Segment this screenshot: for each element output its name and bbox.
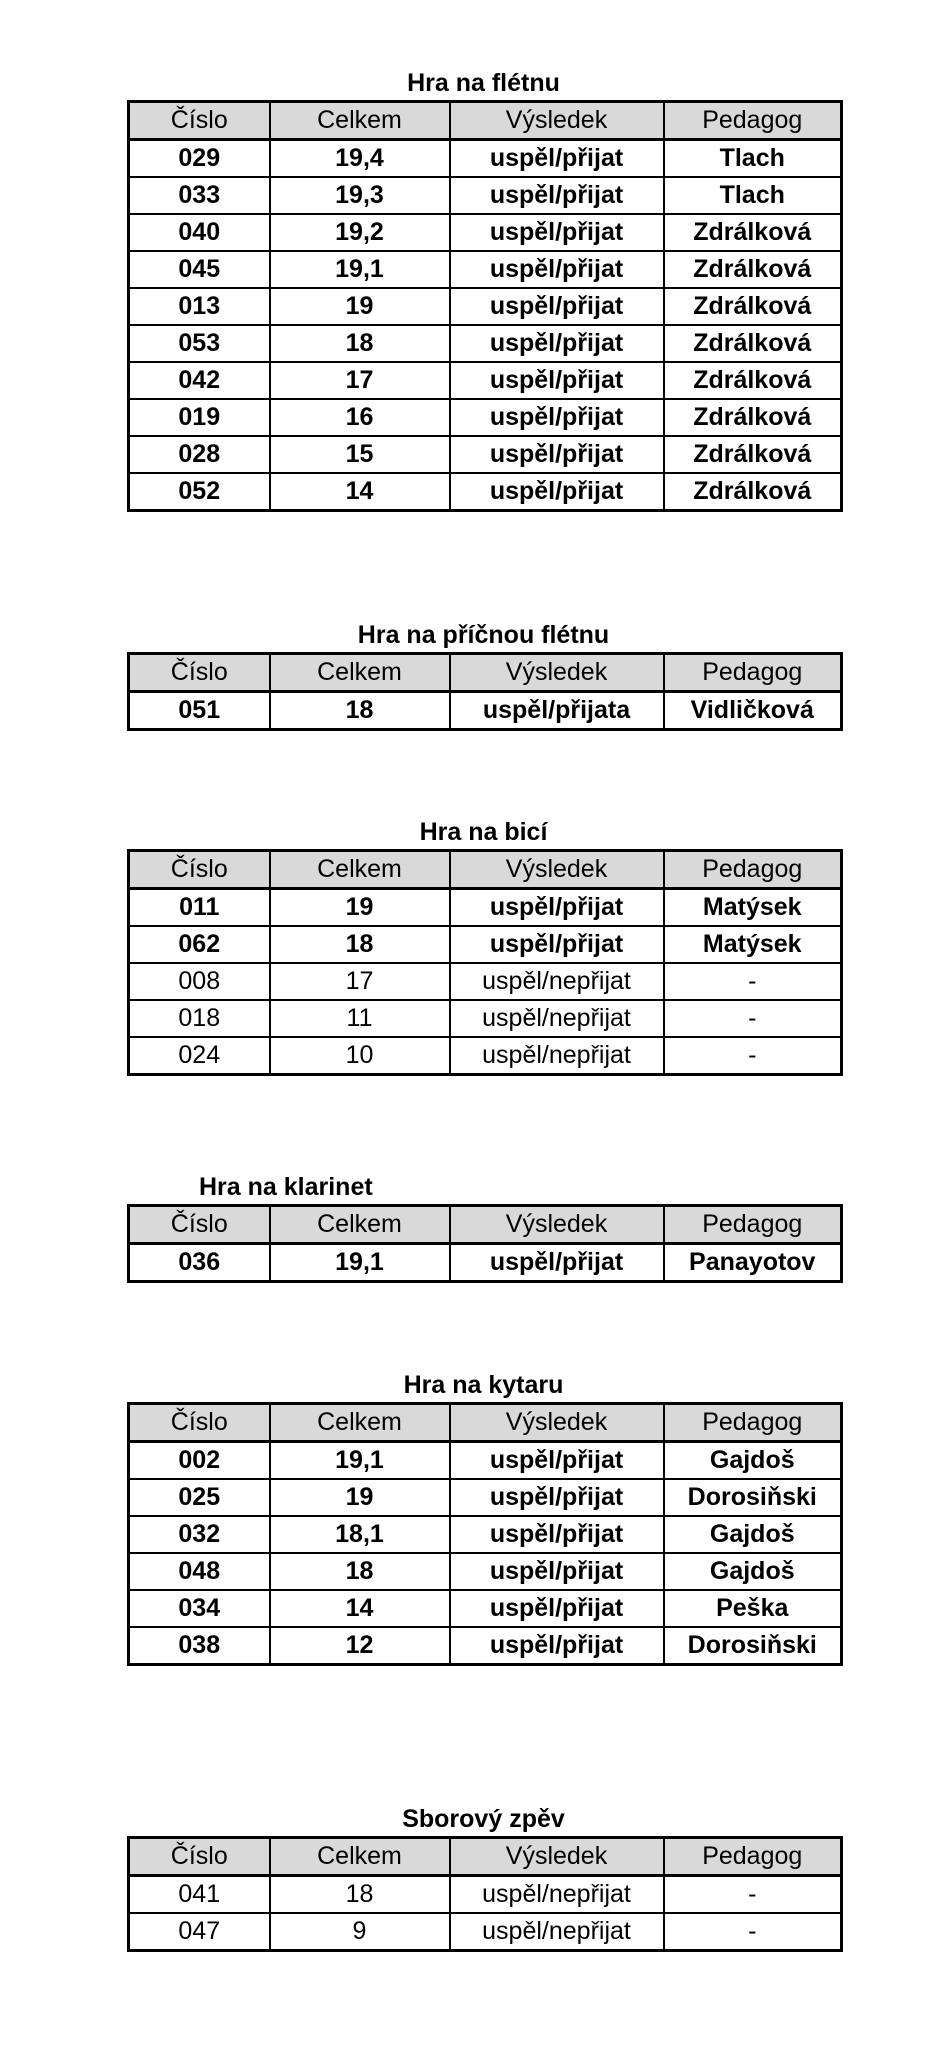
table-row xyxy=(129,889,842,927)
cell-vysledek: uspěl/přijat xyxy=(450,362,664,399)
cell-vysledek: uspěl/přijat xyxy=(450,889,664,927)
column-header-cislo: Číslo xyxy=(129,1404,270,1442)
results-table xyxy=(127,100,843,512)
cell-cislo: 011 xyxy=(129,889,270,927)
cell-celkem: 19 xyxy=(270,1479,450,1516)
cell-cislo: 048 xyxy=(129,1553,270,1590)
cell-celkem: 19,2 xyxy=(270,214,450,251)
cell-pedagog: Zdrálková xyxy=(664,288,842,325)
section-title: Sborový zpěv xyxy=(402,1805,565,1833)
cell-celkem: 16 xyxy=(270,399,450,436)
cell-cislo: 034 xyxy=(129,1590,270,1627)
cell-celkem: 19,1 xyxy=(270,251,450,288)
column-header-celkem: Celkem xyxy=(270,1838,450,1876)
cell-celkem: 10 xyxy=(270,1037,450,1075)
section-title: Hra na klarinet xyxy=(199,1173,373,1201)
section-title: Hra na příčnou flétnu xyxy=(357,621,610,649)
cell-celkem: 18 xyxy=(270,692,450,730)
cell-cislo: 024 xyxy=(129,1037,270,1075)
cell-cislo: 040 xyxy=(129,214,270,251)
column-header-celkem: Celkem xyxy=(270,654,450,692)
cell-pedagog: Matýsek xyxy=(664,926,842,963)
cell-celkem: 18,1 xyxy=(270,1516,450,1553)
table-row xyxy=(129,1516,842,1553)
cell-celkem: 19,1 xyxy=(270,1244,450,1282)
cell-celkem: 19 xyxy=(270,288,450,325)
cell-pedagog: Dorosiňski xyxy=(664,1479,842,1516)
column-header-vysledek: Výsledek xyxy=(450,102,664,140)
column-header-cislo: Číslo xyxy=(129,851,270,889)
cell-cislo: 019 xyxy=(129,399,270,436)
column-header-vysledek: Výsledek xyxy=(450,1838,664,1876)
results-table xyxy=(127,1204,843,1283)
cell-cislo: 052 xyxy=(129,473,270,511)
cell-cislo: 047 xyxy=(129,1913,270,1951)
column-header-pedagog: Pedagog xyxy=(664,1404,842,1442)
cell-pedagog: Zdrálková xyxy=(664,362,842,399)
cell-cislo: 042 xyxy=(129,362,270,399)
cell-vysledek: uspěl/přijat xyxy=(450,399,664,436)
column-header-pedagog: Pedagog xyxy=(664,1838,842,1876)
column-header-pedagog: Pedagog xyxy=(664,1206,842,1244)
cell-cislo: 013 xyxy=(129,288,270,325)
column-header-celkem: Celkem xyxy=(270,1206,450,1244)
cell-celkem: 14 xyxy=(270,1590,450,1627)
cell-pedagog: - xyxy=(664,1000,842,1037)
cell-celkem: 14 xyxy=(270,473,450,511)
table-row xyxy=(129,1037,842,1075)
cell-vysledek: uspěl/přijat xyxy=(450,1553,664,1590)
cell-cislo: 041 xyxy=(129,1876,270,1914)
column-header-cislo: Číslo xyxy=(129,1838,270,1876)
cell-cislo: 062 xyxy=(129,926,270,963)
table-row xyxy=(129,288,842,325)
cell-pedagog: Gajdoš xyxy=(664,1442,842,1480)
cell-pedagog: Zdrálková xyxy=(664,436,842,473)
table-header-row xyxy=(129,1838,842,1876)
table-row xyxy=(129,1442,842,1480)
column-header-pedagog: Pedagog xyxy=(664,102,842,140)
section-title: Hra na flétnu xyxy=(407,69,560,97)
table-row xyxy=(129,1000,842,1037)
cell-vysledek: uspěl/přijat xyxy=(450,1627,664,1665)
cell-vysledek: uspěl/přijat xyxy=(450,1590,664,1627)
cell-pedagog: Gajdoš xyxy=(664,1553,842,1590)
table-row xyxy=(129,1876,842,1914)
column-header-pedagog: Pedagog xyxy=(664,654,842,692)
cell-cislo: 028 xyxy=(129,436,270,473)
cell-pedagog: Zdrálková xyxy=(664,473,842,511)
cell-celkem: 19,3 xyxy=(270,177,450,214)
results-table xyxy=(127,652,843,731)
column-header-cislo: Číslo xyxy=(129,102,270,140)
cell-vysledek: uspěl/nepřijat xyxy=(450,1876,664,1914)
cell-vysledek: uspěl/přijat xyxy=(450,288,664,325)
cell-cislo: 036 xyxy=(129,1244,270,1282)
table-row xyxy=(129,1553,842,1590)
table-row xyxy=(129,1590,842,1627)
cell-cislo: 033 xyxy=(129,177,270,214)
column-header-vysledek: Výsledek xyxy=(450,1404,664,1442)
cell-pedagog: Gajdoš xyxy=(664,1516,842,1553)
cell-vysledek: uspěl/přijat xyxy=(450,473,664,511)
section-title: Hra na kytaru xyxy=(403,1371,564,1399)
cell-vysledek: uspěl/přijat xyxy=(450,214,664,251)
cell-vysledek: uspěl/přijat xyxy=(450,251,664,288)
cell-pedagog: - xyxy=(664,1876,842,1914)
table-row xyxy=(129,963,842,1000)
cell-celkem: 18 xyxy=(270,325,450,362)
results-table xyxy=(127,849,843,1076)
cell-pedagog: Zdrálková xyxy=(664,214,842,251)
cell-pedagog: Vidličková xyxy=(664,692,842,730)
table-row xyxy=(129,214,842,251)
table-row xyxy=(129,177,842,214)
table-row xyxy=(129,399,842,436)
cell-pedagog: Tlach xyxy=(664,140,842,178)
cell-celkem: 12 xyxy=(270,1627,450,1665)
cell-celkem: 11 xyxy=(270,1000,450,1037)
cell-celkem: 18 xyxy=(270,1876,450,1914)
cell-celkem: 19,1 xyxy=(270,1442,450,1480)
column-header-cislo: Číslo xyxy=(129,1206,270,1244)
column-header-vysledek: Výsledek xyxy=(450,1206,664,1244)
table-header-row xyxy=(129,654,842,692)
cell-cislo: 045 xyxy=(129,251,270,288)
cell-pedagog: Tlach xyxy=(664,177,842,214)
cell-vysledek: uspěl/přijat xyxy=(450,325,664,362)
cell-pedagog: Matýsek xyxy=(664,889,842,927)
cell-celkem: 15 xyxy=(270,436,450,473)
table-row xyxy=(129,140,842,178)
cell-celkem: 18 xyxy=(270,1553,450,1590)
cell-celkem: 19,4 xyxy=(270,140,450,178)
cell-pedagog: - xyxy=(664,1913,842,1951)
cell-cislo: 053 xyxy=(129,325,270,362)
column-header-celkem: Celkem xyxy=(270,1404,450,1442)
cell-cislo: 032 xyxy=(129,1516,270,1553)
column-header-pedagog: Pedagog xyxy=(664,851,842,889)
table-header-row xyxy=(129,851,842,889)
table-row xyxy=(129,1479,842,1516)
cell-vysledek: uspěl/přijat xyxy=(450,177,664,214)
column-header-vysledek: Výsledek xyxy=(450,851,664,889)
column-header-celkem: Celkem xyxy=(270,102,450,140)
table-header-row xyxy=(129,1404,842,1442)
cell-cislo: 008 xyxy=(129,963,270,1000)
cell-vysledek: uspěl/nepřijat xyxy=(450,1913,664,1951)
cell-vysledek: uspěl/přijat xyxy=(450,1442,664,1480)
cell-celkem: 19 xyxy=(270,889,450,927)
cell-cislo: 002 xyxy=(129,1442,270,1480)
table-row xyxy=(129,1244,842,1282)
table-header-row xyxy=(129,1206,842,1244)
cell-vysledek: uspěl/přijat xyxy=(450,926,664,963)
cell-pedagog: Zdrálková xyxy=(664,399,842,436)
cell-vysledek: uspěl/nepřijat xyxy=(450,963,664,1000)
cell-celkem: 18 xyxy=(270,926,450,963)
cell-cislo: 051 xyxy=(129,692,270,730)
cell-pedagog: - xyxy=(664,963,842,1000)
cell-cislo: 029 xyxy=(129,140,270,178)
cell-vysledek: uspěl/přijata xyxy=(450,692,664,730)
table-row xyxy=(129,473,842,511)
cell-vysledek: uspěl/přijat xyxy=(450,1479,664,1516)
table-row xyxy=(129,436,842,473)
cell-pedagog: Zdrálková xyxy=(664,325,842,362)
table-row xyxy=(129,692,842,730)
cell-pedagog: Dorosiňski xyxy=(664,1627,842,1665)
table-row xyxy=(129,362,842,399)
table-header-row xyxy=(129,102,842,140)
table-row xyxy=(129,325,842,362)
column-header-celkem: Celkem xyxy=(270,851,450,889)
section-title: Hra na bicí xyxy=(419,818,548,846)
table-row xyxy=(129,1627,842,1665)
results-table xyxy=(127,1836,843,1952)
cell-vysledek: uspěl/nepřijat xyxy=(450,1037,664,1075)
table-row xyxy=(129,926,842,963)
cell-pedagog: - xyxy=(664,1037,842,1075)
cell-celkem: 17 xyxy=(270,362,450,399)
cell-cislo: 025 xyxy=(129,1479,270,1516)
results-table xyxy=(127,1402,843,1666)
cell-celkem: 17 xyxy=(270,963,450,1000)
cell-vysledek: uspěl/přijat xyxy=(450,1516,664,1553)
cell-vysledek: uspěl/přijat xyxy=(450,1244,664,1282)
table-row xyxy=(129,251,842,288)
cell-pedagog: Peška xyxy=(664,1590,842,1627)
cell-cislo: 018 xyxy=(129,1000,270,1037)
cell-cislo: 038 xyxy=(129,1627,270,1665)
cell-pedagog: Zdrálková xyxy=(664,251,842,288)
cell-vysledek: uspěl/nepřijat xyxy=(450,1000,664,1037)
column-header-cislo: Číslo xyxy=(129,654,270,692)
cell-vysledek: uspěl/přijat xyxy=(450,436,664,473)
cell-vysledek: uspěl/přijat xyxy=(450,140,664,178)
column-header-vysledek: Výsledek xyxy=(450,654,664,692)
cell-celkem: 9 xyxy=(270,1913,450,1951)
table-row xyxy=(129,1913,842,1951)
cell-pedagog: Panayotov xyxy=(664,1244,842,1282)
